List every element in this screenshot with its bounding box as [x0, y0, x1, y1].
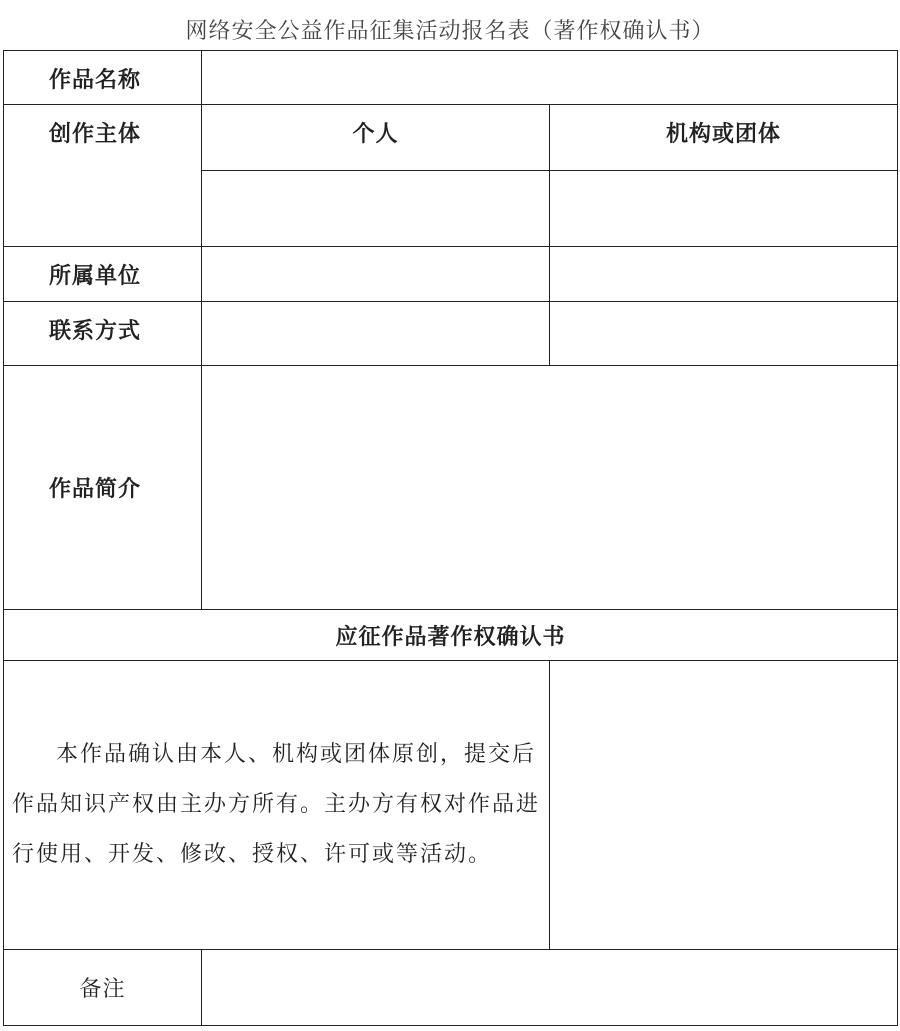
copyright-statement: 本作品确认由本人、机构或团体原创，提交后作品知识产权由主办方所有。主办方有权对作品进行使用、开发、修改、授权、许可或等活动。 — [4, 661, 550, 950]
creator-label: 创作主体 — [4, 105, 202, 247]
individual-field[interactable] — [202, 171, 550, 247]
row-work-name — [4, 51, 898, 105]
form-title: 网络安全公益作品征集活动报名表（著作权确认书） — [185, 19, 715, 44]
work-name-label: 作品名称 — [4, 51, 202, 105]
organization-field[interactable] — [550, 171, 898, 247]
affiliation-label: 所属单位 — [4, 247, 202, 302]
registration-form-table — [3, 50, 898, 1026]
copyright-section-heading: 应征作品著作权确认书 — [4, 610, 898, 661]
individual-header: 个人 — [202, 105, 550, 171]
signature-field[interactable] — [550, 661, 898, 950]
row-statement — [4, 661, 898, 950]
row-creator-header — [4, 105, 898, 171]
affiliation-organization-field[interactable] — [550, 247, 898, 302]
affiliation-individual-field[interactable] — [202, 247, 550, 302]
row-remarks — [4, 950, 898, 1026]
row-affiliation — [4, 247, 898, 302]
remarks-label: 备注 — [4, 950, 202, 1026]
contact-organization-field[interactable] — [550, 302, 898, 366]
contact-label: 联系方式 — [4, 302, 202, 366]
intro-label: 作品简介 — [4, 366, 202, 610]
row-copyright-section — [4, 610, 898, 661]
work-name-field[interactable] — [202, 51, 898, 105]
row-contact — [4, 302, 898, 366]
organization-header: 机构或团体 — [550, 105, 898, 171]
row-intro — [4, 366, 898, 610]
intro-field[interactable] — [202, 366, 898, 610]
contact-individual-field[interactable] — [202, 302, 550, 366]
remarks-field[interactable] — [202, 950, 898, 1026]
